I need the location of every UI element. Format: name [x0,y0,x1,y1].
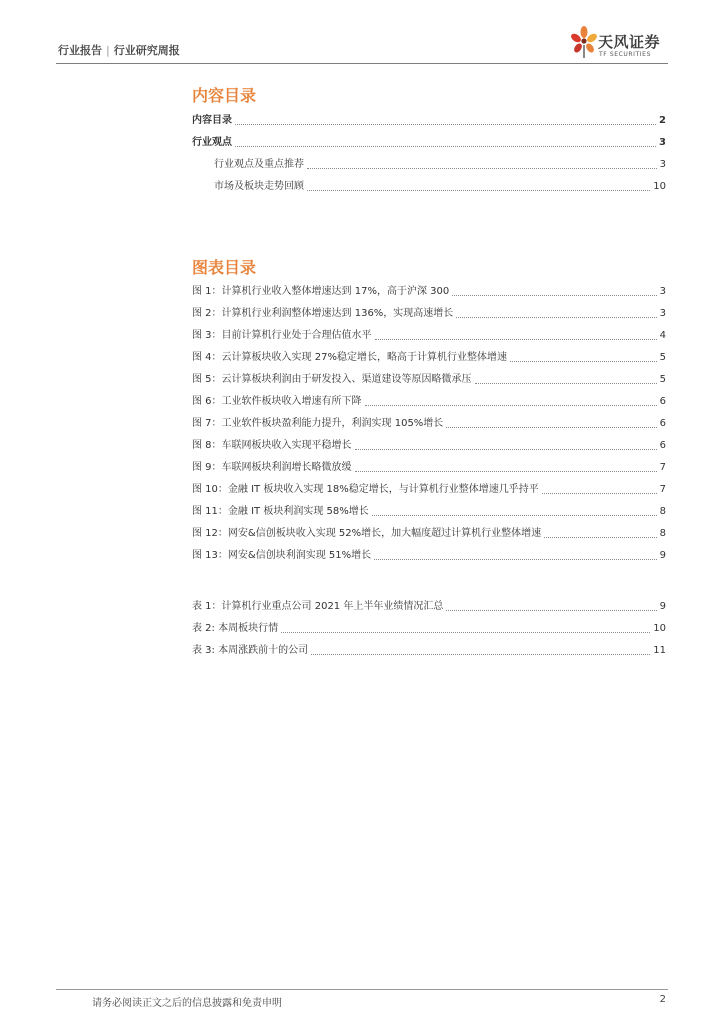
figure-entry[interactable] [192,437,666,453]
table-entry[interactable] [192,642,666,658]
leader-dots [355,471,657,472]
header-separator: | [106,44,110,57]
table-entry[interactable] [192,598,666,614]
figure-entry-label: 图 3：目前计算机行业处于合理估值水平 [192,330,372,341]
figure-entry-page: 4 [659,330,666,341]
toc-entry-page: 2 [659,115,666,126]
toc-entry-page: 10 [653,181,666,192]
flower-logo-icon [570,25,598,59]
footer-disclaimer: 请务必阅读正文之后的信息披露和免责申明 [92,998,282,1009]
table-entry[interactable] [192,620,666,636]
leader-dots [510,361,657,362]
figure-entry-label: 图 6：工业软件板块收入增速有所下降 [192,396,362,407]
toc-entry[interactable] [192,112,666,128]
figure-entry[interactable] [192,283,666,299]
report-subcategory: 行业研究周报 [113,44,180,57]
leader-dots [456,317,656,318]
figure-entry[interactable] [192,525,666,541]
page-number: 2 [659,994,666,1005]
toc-entry-label: 行业观点及重点推荐 [214,159,304,170]
figure-entry[interactable] [192,415,666,431]
toc-entry-page: 3 [659,137,666,148]
leader-dots [542,493,657,494]
figure-entry-label: 图 4：云计算板块收入实现 27%稳定增长，略高于计算机行业整体增速 [192,352,507,363]
figure-entry[interactable] [192,547,666,563]
figure-entry-label: 图 5：云计算板块利润由于研发投入、渠道建设等原因略微承压 [192,374,472,385]
toc-entry[interactable] [214,156,666,172]
leader-dots [372,515,657,516]
figure-entry-label: 图 11：金融 IT 板块利润实现 58%增长 [192,506,369,517]
leader-dots [307,168,657,169]
figure-entry-page: 3 [659,308,666,319]
figure-entry-page: 7 [659,484,666,495]
table-entry-label: 表 2: 本周板块行情 [192,623,279,634]
footer-divider [56,989,668,990]
leader-dots [281,632,650,633]
figure-entry[interactable] [192,371,666,387]
figure-entry-page: 5 [659,374,666,385]
figure-entry-label: 图 12：网安&信创板块收入实现 52%增长，加大幅度超过计算机行业整体增速 [192,528,542,539]
figure-entry-page: 3 [659,286,666,297]
leader-dots [355,449,657,450]
figure-entry-page: 9 [659,550,666,561]
table-entry-page: 10 [653,623,666,634]
figure-entry[interactable] [192,327,666,343]
figure-entry-page: 6 [659,396,666,407]
logo-subtitle: TF SECURITIES [599,51,651,58]
toc-entry-label: 内容目录 [192,115,232,126]
figure-entry-page: 5 [659,352,666,363]
leader-dots [446,610,656,611]
contents-title: 内容目录 [192,86,257,105]
table-entry-page: 11 [653,645,666,656]
figure-entry[interactable] [192,503,666,519]
figures-title: 图表目录 [192,258,257,277]
figure-entry-label: 图 8：车联网板块收入实现平稳增长 [192,440,352,451]
figure-entry-label: 图 9：车联网板块利润增长略微放缓 [192,462,352,473]
toc-entry-label: 市场及板块走势回顾 [214,181,304,192]
figure-entry-page: 8 [659,506,666,517]
leader-dots [375,339,657,340]
figure-entry-label: 图 2：计算机行业利润整体增速达到 136%，实现高速增长 [192,308,454,319]
figure-entry[interactable] [192,393,666,409]
header-divider [56,63,668,64]
figure-entry-page: 7 [659,462,666,473]
toc-entry[interactable] [192,134,666,150]
toc-entry[interactable] [214,178,666,194]
figure-entry-label: 图 1：计算机行业收入整体增速达到 17%，高于沪深 300 [192,286,450,297]
tf-securities-logo [570,24,680,60]
leader-dots [307,190,650,191]
report-type-header [58,42,180,58]
table-entry-label: 表 3: 本周涨跌前十的公司 [192,645,309,656]
report-category: 行业报告 [58,44,102,57]
toc-entry-page: 3 [659,159,666,170]
toc-entry-label: 行业观点 [192,137,232,148]
leader-dots [446,427,656,428]
figure-entry[interactable] [192,459,666,475]
leader-dots [235,124,656,125]
leader-dots [475,383,657,384]
figure-entry-page: 6 [659,418,666,429]
leader-dots [311,654,650,655]
table-entry-label: 表 1：计算机行业重点公司 2021 年上半年业绩情况汇总 [192,601,444,612]
logo-name: 天风证券 [598,33,661,51]
figure-entry-page: 6 [659,440,666,451]
leader-dots [452,295,656,296]
leader-dots [365,405,657,406]
figure-entry[interactable] [192,305,666,321]
figure-entry-label: 图 10：金融 IT 板块收入实现 18%稳定增长，与计算机行业整体增速几乎持平 [192,484,539,495]
figure-entry-label: 图 7：工业软件板块盈利能力提升，利润实现 105%增长 [192,418,444,429]
figure-entry-page: 8 [659,528,666,539]
table-entry-page: 9 [659,601,666,612]
figure-entry[interactable] [192,481,666,497]
leader-dots [235,146,656,147]
figure-entry[interactable] [192,349,666,365]
figure-entry-label: 图 13：网安&信创块利润实现 51%增长 [192,550,372,561]
leader-dots [374,559,657,560]
leader-dots [544,537,657,538]
